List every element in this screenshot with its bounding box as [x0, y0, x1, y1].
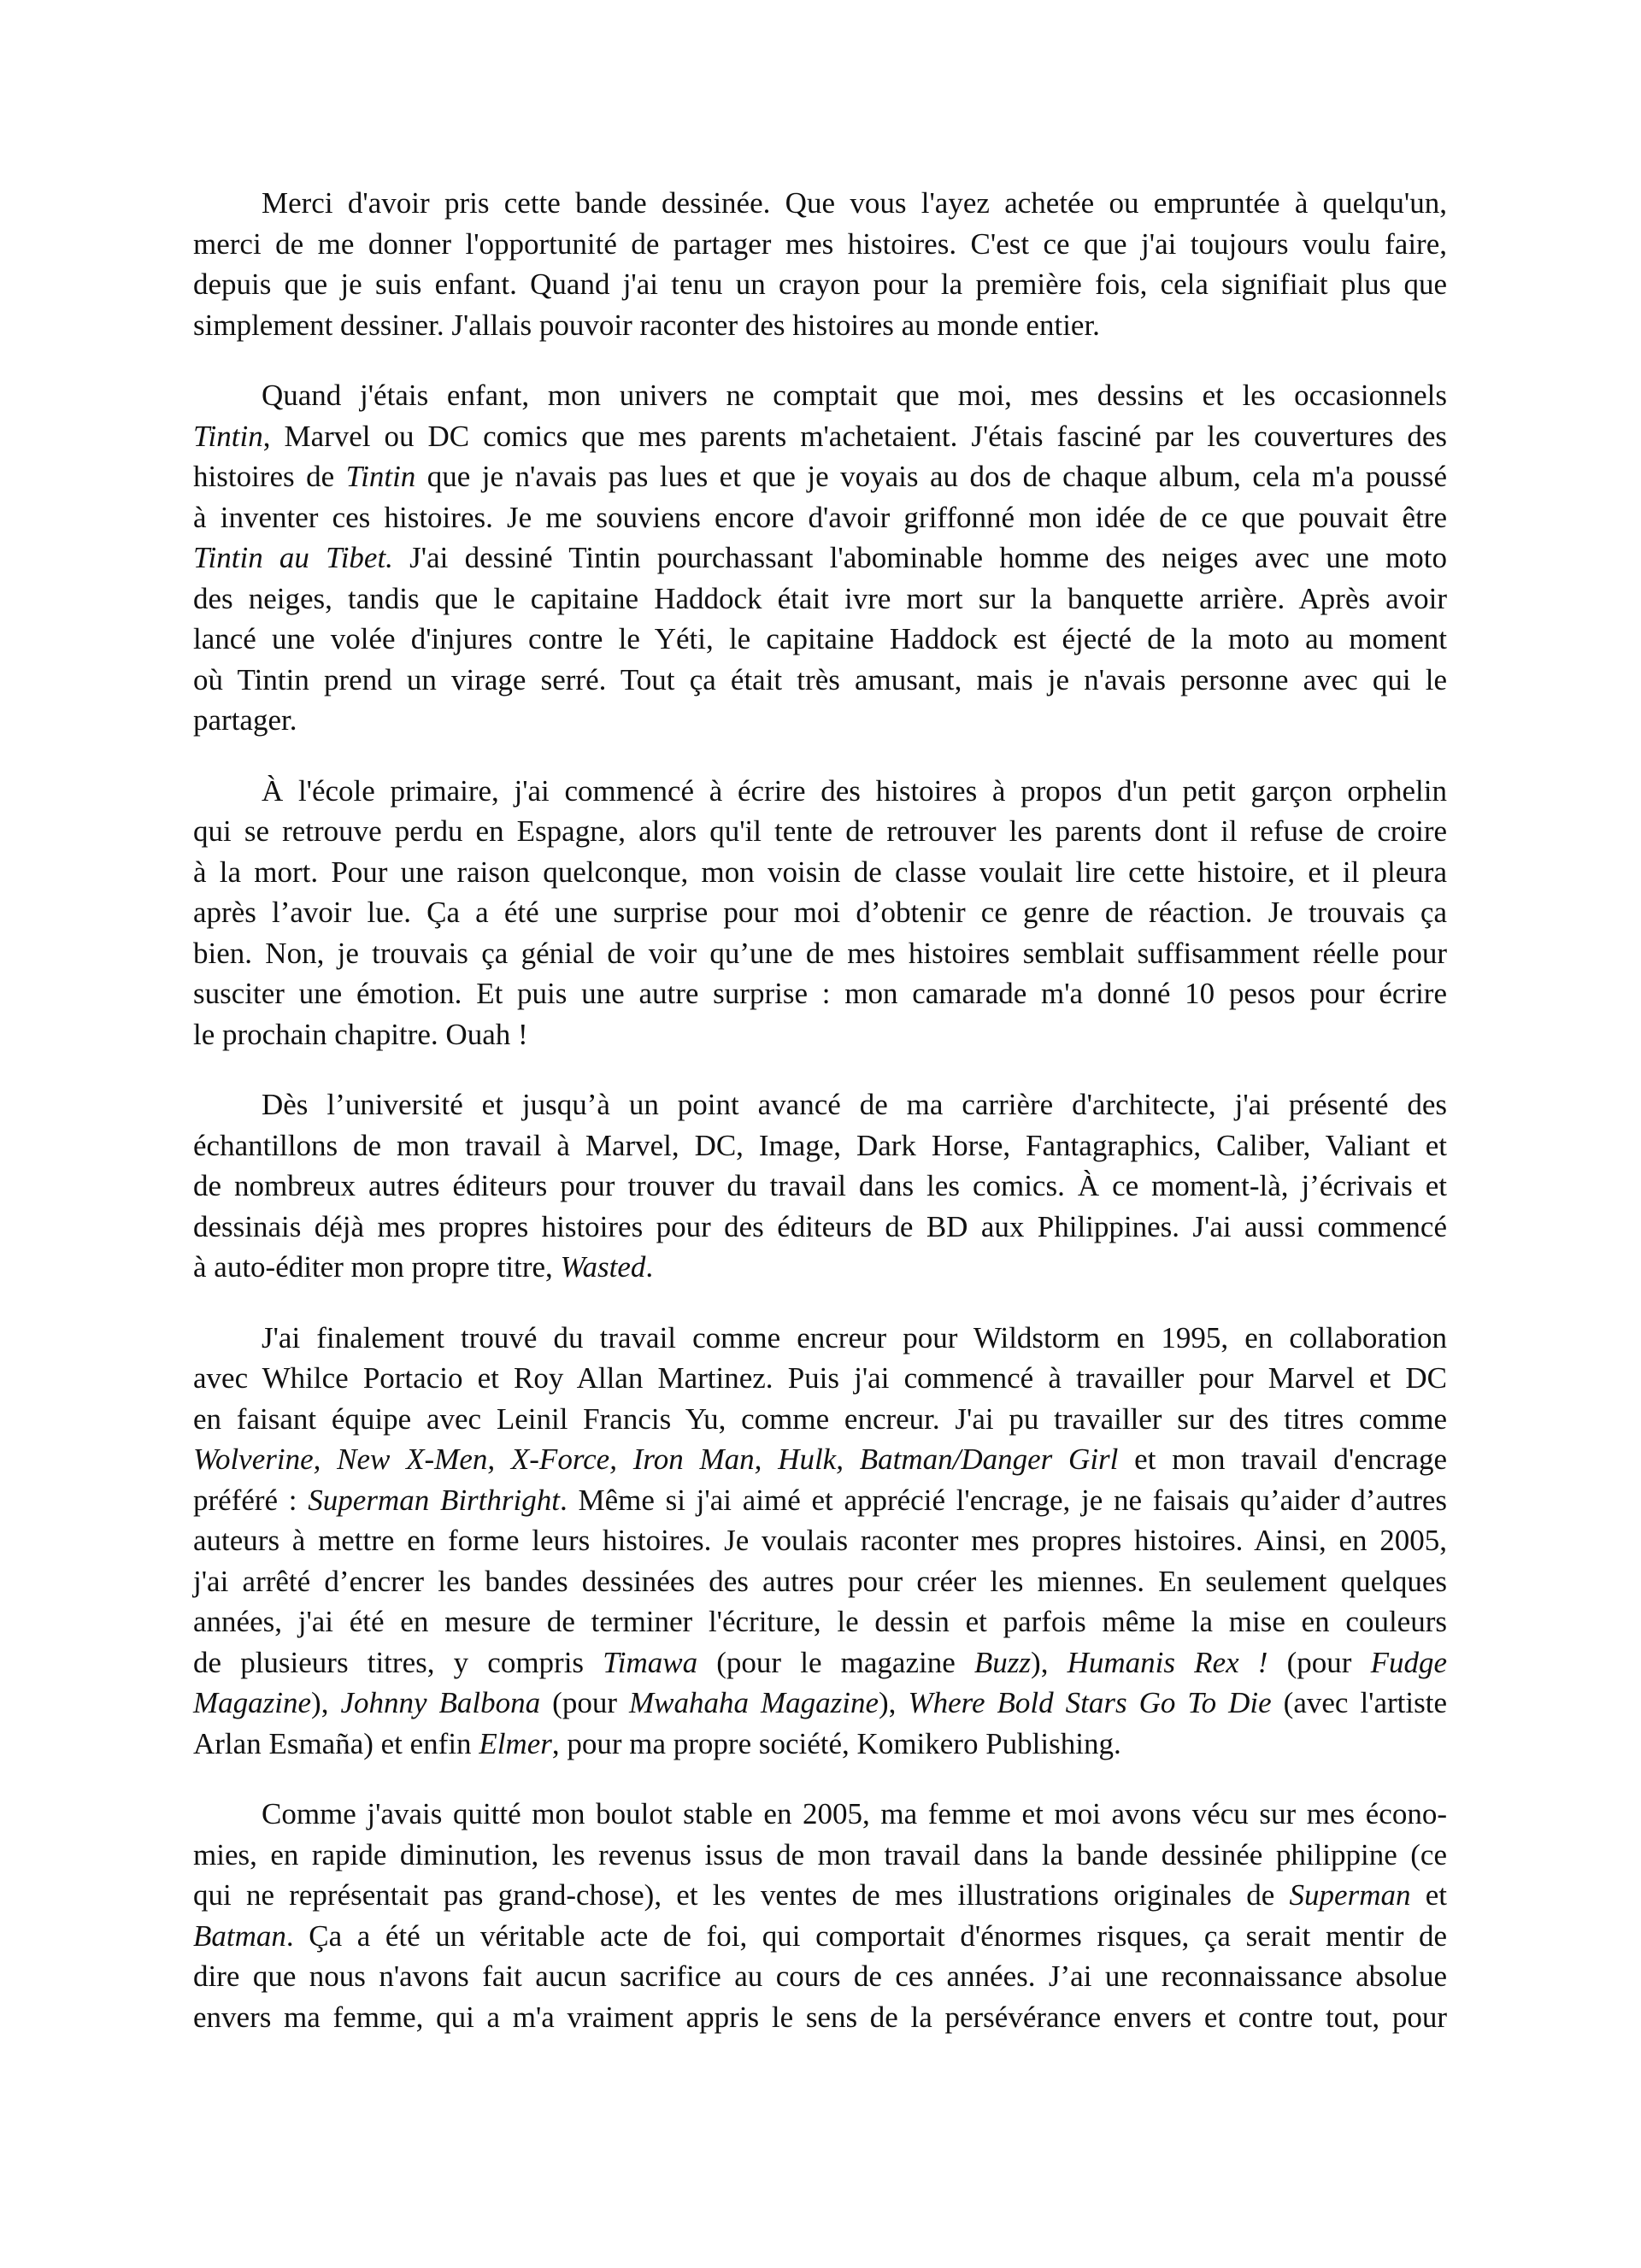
text-line — [193, 892, 1447, 933]
text-run: , pour ma propre société, Komikero Publishing. — [551, 1726, 1121, 1760]
text-line — [193, 973, 1447, 1014]
text-run: susciter une émotion. Et puis une autre surprise : mon camarade m'a donné 10 pesos pour écrire — [193, 977, 1447, 1010]
text-run: histoires de — [193, 460, 346, 493]
text-run: ), — [879, 1686, 909, 1719]
italic-title: Elmer — [479, 1726, 552, 1760]
text-line — [193, 1724, 1447, 1765]
text-line — [193, 1997, 1447, 2038]
text-line — [193, 1084, 1447, 1125]
text-line — [193, 619, 1447, 660]
text-line — [193, 1399, 1447, 1440]
italic-title: Wolverine, New X-Men, X-Force, Iron Man, Hulk, Batman/Danger Girl — [193, 1442, 1119, 1476]
text-run: Merci d'avoir pris cette bande dessinée. Que vous l'ayez achetée ou empruntée à quelqu'un, — [262, 186, 1447, 220]
italic-title: Superman — [1289, 1878, 1411, 1912]
text-run: merci de me donner l'opportunité de partager mes histoires. C'est ce que j'ai toujours voulu faire, — [193, 226, 1447, 261]
text-run: J'ai finalement trouvé du travail comme encreur pour Wildstorm en 1995, en collaboration — [262, 1320, 1447, 1354]
text-line — [193, 416, 1447, 457]
text-line — [193, 1247, 1447, 1288]
text-line — [193, 700, 1447, 741]
text-line — [193, 933, 1447, 974]
italic-title: Johnny Balbona — [340, 1686, 541, 1719]
text-run: (pour — [1268, 1645, 1371, 1679]
text-run: années, j'ai été en mesure de terminer l'écriture, le dessin et parfois même la mise en couleurs — [193, 1605, 1447, 1638]
text-run: dire que nous n'avons fait aucun sacrifice au cours de ces années. J’ai une reconnaissance absolue — [193, 1960, 1447, 1993]
italic-title: Tintin — [345, 460, 416, 493]
paragraph — [193, 375, 1447, 741]
text-line — [193, 1439, 1447, 1480]
text-line — [193, 1014, 1447, 1055]
text-run: . — [645, 1250, 654, 1284]
text-run: préféré : — [193, 1483, 309, 1517]
text-line — [193, 1561, 1447, 1602]
text-run: (pour le magazine — [697, 1645, 974, 1679]
text-run: partager. — [193, 703, 297, 737]
text-line — [193, 1601, 1447, 1642]
text-run: et mon travail d'encrage — [1118, 1442, 1448, 1476]
italic-title: Tintin au Tibet. — [193, 541, 393, 574]
text-run: J'ai dessiné Tintin pourchassant l'abominable homme des neiges avec une moto — [392, 541, 1447, 574]
text-run: de plusieurs titres, y compris — [193, 1645, 603, 1679]
text-line — [193, 1318, 1447, 1359]
italic-title: Wasted — [560, 1250, 646, 1284]
text-run: avec Whilce Portacio et Roy Allan Martinez. Puis j'ai commencé à travailler pour Marvel et DC — [193, 1361, 1447, 1395]
text-run: qui se retrouve perdu en Espagne, alors qu'il tente de retrouver les parents dont il refuse de croire — [193, 814, 1448, 848]
paragraph — [193, 1318, 1447, 1765]
text-line — [193, 1520, 1447, 1561]
text-run: bien. Non, je trouvais ça génial de voir qu’une de mes histoires semblait suffisamment réelle pour — [193, 936, 1447, 970]
body-text — [193, 183, 1447, 2067]
text-run: de nombreux autres éditeurs pour trouver du travail dans les comics. À ce moment-là, j’écrivais et — [193, 1169, 1447, 1202]
text-run: j'ai arrêté d’encrer les bandes dessinées des autres pour créer les miennes. En seulement quelques — [193, 1564, 1447, 1598]
text-run: échantillons de mon travail à Marvel, DC, Image, Dark Horse, Fantagraphics, Caliber, Valiant et — [193, 1128, 1447, 1162]
text-line — [193, 305, 1447, 346]
text-line — [193, 1683, 1447, 1724]
text-line — [193, 1875, 1447, 1916]
text-line — [193, 538, 1447, 579]
italic-title: Superman Birthright — [308, 1483, 560, 1517]
text-line — [193, 183, 1447, 224]
text-run: à inventer ces histoires. Je me souviens encore d'avoir griffonné mon idée de ce que pouvait être — [193, 500, 1447, 534]
text-run: en faisant équipe avec Leinil Francis Yu, comme encreur. J'ai pu travailler sur des titres comme — [193, 1401, 1447, 1436]
italic-title: Humanis Rex ! — [1067, 1645, 1268, 1679]
text-run: depuis que je suis enfant. Quand j'ai tenu un crayon pour la première fois, cela signifiait plus que — [193, 267, 1447, 301]
text-line — [193, 497, 1447, 538]
italic-title: Batman — [193, 1918, 286, 1953]
text-run: où Tintin prend un virage serré. Tout ça était très amusant, mais je n'avais personne avec qui le — [193, 662, 1447, 696]
text-line — [193, 1916, 1447, 1957]
paragraph — [193, 1084, 1447, 1288]
paragraph — [193, 1794, 1447, 2037]
text-run: dessinais déjà mes propres histoires pour des éditeurs de BD aux Philippines. J'ai aussi commencé — [193, 1209, 1447, 1243]
paragraph — [193, 183, 1447, 345]
text-run: à auto-éditer mon propre titre, — [193, 1250, 561, 1284]
text-line — [193, 224, 1447, 265]
italic-title: Buzz — [973, 1645, 1032, 1679]
text-run: simplement dessiner. J'allais pouvoir raconter des histoires au monde entier. — [193, 308, 1100, 342]
paragraph — [193, 771, 1447, 1055]
text-line — [193, 579, 1447, 620]
text-run: , Marvel ou DC comics que mes parents m'achetaient. J'étais fasciné par les couvertures des — [262, 419, 1448, 453]
text-line — [193, 771, 1447, 812]
text-line — [193, 1642, 1447, 1683]
text-line — [193, 1480, 1447, 1521]
text-run: que je n'avais pas lues et que je voyais au dos de chaque album, cela m'a poussé — [415, 460, 1447, 493]
text-line — [193, 1207, 1447, 1248]
text-run: auteurs à mettre en forme leurs histoires. Je voulais raconter mes propres histoires. Ainsi, en 2005, — [193, 1524, 1447, 1557]
text-line — [193, 1358, 1447, 1399]
text-run: (pour — [540, 1686, 629, 1719]
text-run: ), — [311, 1686, 341, 1719]
text-line — [193, 264, 1447, 305]
italic-title: Where Bold Stars Go To Die — [908, 1686, 1272, 1719]
text-run: à la mort. Pour une raison quelconque, mon voisin de classe voulait lire cette histoire, et il pleura — [193, 855, 1447, 889]
text-line — [193, 375, 1447, 416]
text-run: (avec l'artiste — [1271, 1686, 1447, 1719]
text-line — [193, 1166, 1447, 1207]
text-run: lancé une volée d'injures contre le Yéti, le capitaine Haddock est éjecté de la moto au moment — [193, 622, 1447, 655]
text-run: Arlan Esmaña) et enfin — [193, 1726, 479, 1760]
text-run: le prochain chapitre. Ouah ! — [193, 1017, 528, 1051]
italic-title: Fudge — [1370, 1645, 1448, 1679]
text-run: après l’avoir lue. Ça a été une surprise pour moi d’obtenir ce genre de réaction. Je trouvais ça — [193, 896, 1447, 929]
text-run: et — [1410, 1878, 1447, 1912]
text-run: des neiges, tandis que le capitaine Haddock était ivre mort sur la banquette arrière. Après avoir — [193, 581, 1447, 615]
text-run: ), — [1031, 1645, 1068, 1679]
text-run: . Même si j'ai aimé et apprécié l'encrage, je ne faisais qu’aider d’autres — [559, 1483, 1448, 1517]
text-run: . Ça a été un véritable acte de foi, qui comportait d'énormes risques, ça serait mentir de — [285, 1918, 1447, 1953]
text-line — [193, 660, 1447, 701]
text-run: mies, en rapide diminution, les revenus issus de mon travail dans la bande dessinée philippine (ce — [193, 1837, 1447, 1871]
text-run: Comme j'avais quitté mon boulot stable en 2005, ma femme et moi avons vécu sur mes écono- — [262, 1797, 1447, 1830]
text-line — [193, 852, 1447, 893]
text-line — [193, 1956, 1447, 1997]
text-line — [193, 811, 1447, 852]
text-line — [193, 456, 1447, 497]
italic-title: Tintin — [193, 419, 263, 453]
text-line — [193, 1125, 1447, 1166]
italic-title: Magazine — [193, 1686, 312, 1719]
italic-title: Timawa — [603, 1645, 698, 1679]
text-run: À l'école primaire, j'ai commencé à écrire des histoires à propos d'un petit garçon orphelin — [262, 773, 1447, 808]
text-line — [193, 1835, 1447, 1876]
italic-title: Mwahaha Magazine — [628, 1686, 879, 1719]
text-line — [193, 1794, 1447, 1835]
text-run: qui ne représentait pas grand-chose), et les ventes de mes illustrations originales de — [193, 1878, 1290, 1912]
text-run: Dès l’université et jusqu’à un point avancé de ma carrière d'architecte, j'ai présenté des — [262, 1088, 1447, 1121]
text-run: envers ma femme, qui a m'a vraiment appris le sens de la persévérance envers et contre tout, pour — [193, 2000, 1448, 2034]
text-run: Quand j'étais enfant, mon univers ne comptait que moi, mes dessins et les occasionnels — [262, 379, 1447, 412]
